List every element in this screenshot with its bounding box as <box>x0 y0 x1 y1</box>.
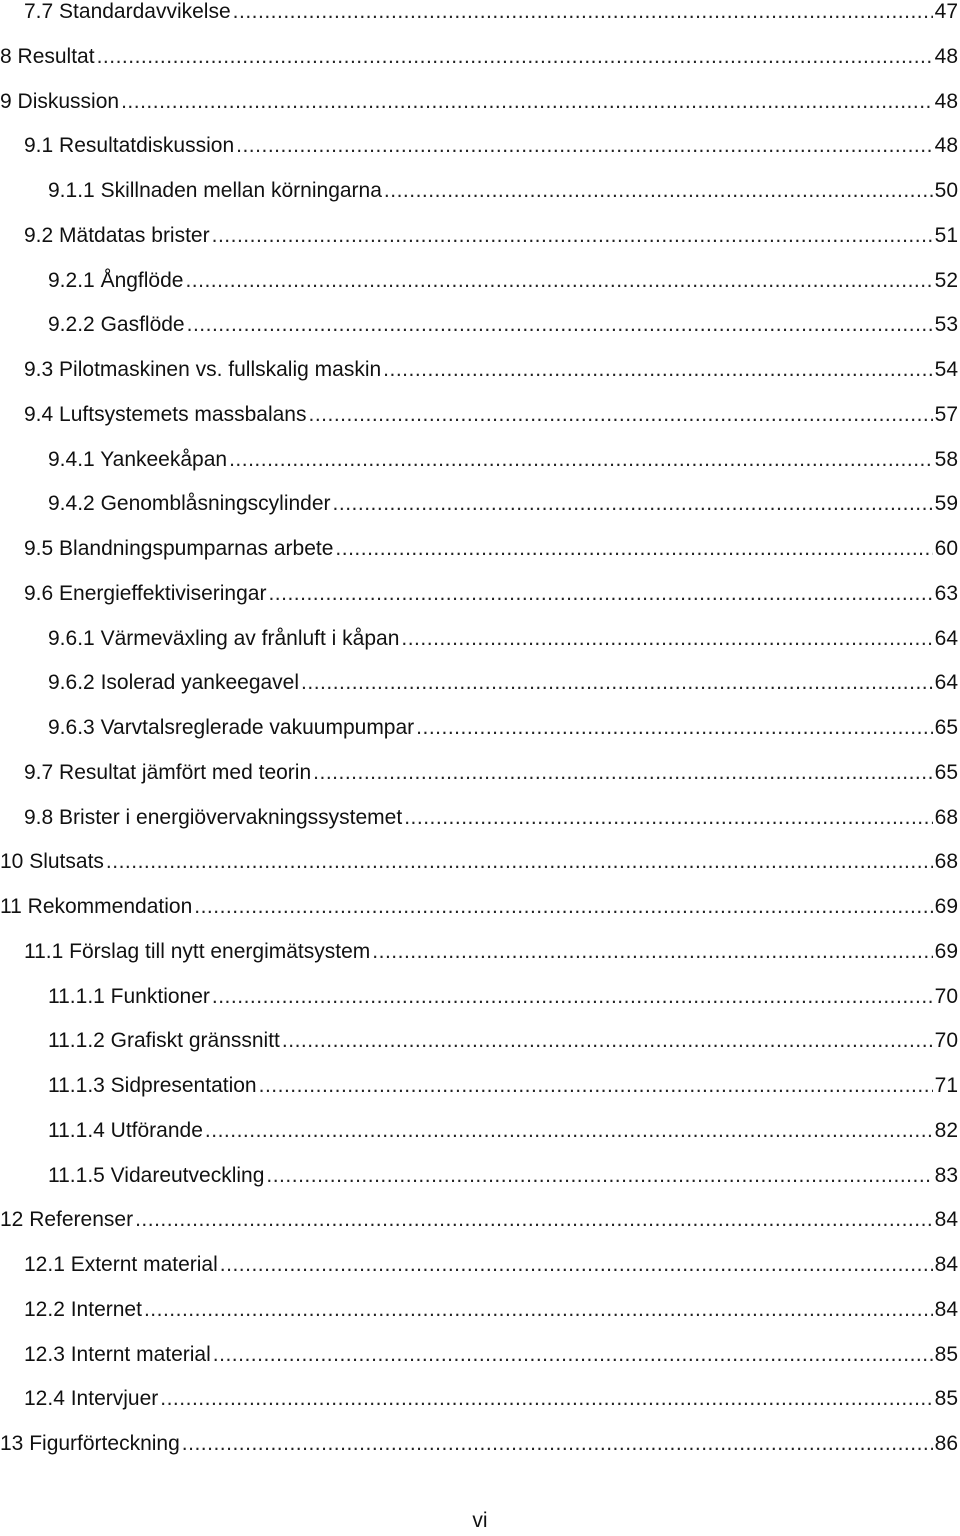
toc-entry-leader <box>106 842 933 882</box>
toc-entry-number: 9.6 <box>24 581 54 605</box>
toc-entry-page: 84 <box>934 1297 958 1321</box>
toc-entry-text: Resultat <box>17 44 95 68</box>
toc-entry-number: 9 <box>0 89 12 113</box>
toc-entry-text: Luftsystemets massbalans <box>59 402 307 426</box>
toc-entry-number: 11 <box>0 895 22 918</box>
toc-entry-number: 9.6.1 <box>48 626 95 650</box>
toc-entry-text: Internet <box>70 1297 142 1321</box>
toc-entry-page: 70 <box>934 1029 958 1053</box>
toc-entry-leader <box>301 663 933 703</box>
toc-entry-number: 11.1.3 <box>48 1074 105 1097</box>
toc-entry-leader <box>266 1156 932 1196</box>
toc-entry-title <box>0 395 308 435</box>
toc-entry[interactable] <box>0 126 960 166</box>
toc-entry-number: 11.1.4 <box>48 1118 105 1142</box>
toc-entry-title <box>0 1066 259 1106</box>
toc-entry-page: 70 <box>934 984 958 1008</box>
toc-entry-number: 9.7 <box>24 760 54 784</box>
toc-entry-page: 48 <box>934 134 958 158</box>
toc-entry-number: 9.2.2 <box>48 313 95 337</box>
toc-entry[interactable] <box>0 1066 960 1106</box>
toc-entry-title <box>0 1379 160 1419</box>
toc-entry-page: 47 <box>934 0 958 23</box>
toc-entry-number: 12 <box>0 1208 24 1232</box>
toc-entry-number: 10 <box>0 850 24 874</box>
page-number: vi <box>472 1509 488 1532</box>
toc-entry-title <box>0 842 106 882</box>
toc-entry-leader <box>212 216 933 256</box>
toc-entry-number: 13 <box>0 1432 24 1455</box>
toc-entry-leader <box>182 1424 933 1464</box>
toc-entry-page: 84 <box>934 1253 958 1276</box>
toc-entry-number: 11.1.1 <box>48 984 105 1008</box>
toc-entry-page: 54 <box>934 358 958 381</box>
toc-entry-text: Diskussion <box>17 89 120 113</box>
toc-entry[interactable] <box>0 440 960 480</box>
toc-entry-number: 12.2 <box>24 1297 65 1321</box>
toc-entry-number: 9.6.2 <box>48 671 95 695</box>
toc-entry-page: 50 <box>934 179 958 202</box>
toc-entry-text: Grafiskt gränssnitt <box>110 1029 280 1053</box>
toc-entry-text: Referenser <box>29 1208 134 1232</box>
toc-entry-title <box>0 305 187 345</box>
toc-entry-page: 48 <box>934 44 958 68</box>
toc-entry-leader <box>259 1066 933 1106</box>
toc-entry-page: 59 <box>934 492 958 516</box>
toc-entry-text: Skillnaden mellan körningarna <box>100 179 382 202</box>
toc-entry-number: 9.4 <box>24 402 54 426</box>
toc-entry-text: Utförande <box>110 1118 203 1142</box>
toc-entry-text: Funktioner <box>110 984 210 1008</box>
toc-entry-title <box>0 350 383 390</box>
toc-entry-leader <box>335 529 932 569</box>
toc-entry[interactable] <box>0 1111 960 1151</box>
toc-entry-text: Slutsats <box>29 850 104 874</box>
toc-entry-text: Standardavvikelse <box>59 0 231 23</box>
toc-entry-page: 68 <box>934 805 958 829</box>
toc-entry-title <box>0 887 194 927</box>
toc-entry-title <box>0 1156 266 1196</box>
toc-entry-page: 71 <box>934 1074 958 1097</box>
toc-entry-title <box>0 574 268 614</box>
toc-entry-title <box>0 171 384 211</box>
toc-entry-title <box>0 753 313 793</box>
toc-entry[interactable] <box>0 1335 960 1375</box>
toc-entry[interactable] <box>0 977 960 1017</box>
toc-entry-text: Energieffektiviseringar <box>59 581 267 605</box>
toc-entry-number: 12.1 <box>24 1253 65 1276</box>
toc-entry[interactable] <box>0 798 960 838</box>
toc-entry-page: 86 <box>934 1432 958 1455</box>
toc-entry-number: 9.3 <box>24 358 54 381</box>
toc-entry[interactable] <box>0 663 960 703</box>
toc-entry-page: 60 <box>934 537 958 560</box>
toc-entry-text: Yankeekåpan <box>100 447 228 471</box>
toc-entry-title <box>0 1111 205 1151</box>
toc-entry-number: 9.4.1 <box>48 447 95 471</box>
toc-entry-title <box>0 663 301 703</box>
toc-entry-title <box>0 0 233 32</box>
toc-entry-leader <box>308 395 932 435</box>
toc-entry[interactable] <box>0 350 960 390</box>
toc-entry-leader <box>282 1021 933 1061</box>
toc-entry-leader <box>229 440 933 480</box>
toc-entry-leader <box>185 261 932 301</box>
toc-entry-text: Resultat jämfört med teorin <box>59 760 312 784</box>
toc-entry[interactable] <box>0 1156 960 1196</box>
toc-entry-title <box>0 1290 144 1330</box>
toc-entry[interactable] <box>0 708 960 748</box>
toc-entry-page: 85 <box>934 1342 958 1366</box>
toc-entry-title <box>0 1424 182 1464</box>
toc-entry-leader <box>97 37 933 77</box>
toc-entry-leader <box>144 1290 933 1330</box>
toc-entry[interactable] <box>0 37 960 77</box>
toc-entry-text: Pilotmaskinen vs. fullskalig maskin <box>59 358 382 381</box>
toc-entry-page: 57 <box>934 402 958 426</box>
toc-entry-page: 83 <box>934 1163 958 1187</box>
toc-entry-page: 64 <box>934 671 958 695</box>
toc-entry-number: 11.1 <box>24 939 64 963</box>
toc-entry-text: Sidpresentation <box>110 1074 257 1097</box>
toc-entry-title <box>0 126 236 166</box>
toc-entry[interactable] <box>0 484 960 524</box>
toc-entry-leader <box>383 350 932 390</box>
toc-entry-number: 9.2.1 <box>48 268 95 292</box>
toc-entry[interactable] <box>0 887 960 927</box>
toc-entry-number: 8 <box>0 44 12 68</box>
toc-entry-number: 9.4.2 <box>48 492 95 516</box>
toc-entry-text: Isolerad yankeegavel <box>100 671 300 695</box>
toc-entry-leader <box>205 1111 933 1151</box>
toc-entry-number: 7.7 <box>24 0 54 23</box>
toc-entry-page: 65 <box>934 716 958 739</box>
toc-entry-page: 84 <box>934 1208 958 1232</box>
toc-entry-leader <box>416 708 932 748</box>
toc-entry-leader <box>236 126 933 166</box>
toc-entry[interactable] <box>0 171 960 211</box>
toc-entry-page: 68 <box>934 850 958 874</box>
toc-entry-text: Figurförteckning <box>29 1432 180 1455</box>
toc-entry-text: Värmeväxling av frånluft i kåpan <box>100 626 400 650</box>
toc-entry-text: Vidareutveckling <box>110 1163 265 1187</box>
toc-entry-leader <box>212 977 933 1017</box>
toc-entry-leader <box>333 484 933 524</box>
toc-entry-number: 12.3 <box>24 1342 65 1366</box>
toc-entry-leader <box>121 82 933 122</box>
toc-entry-text: Internt material <box>70 1342 211 1366</box>
toc-entry-leader <box>160 1379 932 1419</box>
toc-entry-text: Intervjuer <box>70 1387 159 1411</box>
toc-entry[interactable] <box>0 529 960 569</box>
toc-entry-page: 65 <box>934 760 958 784</box>
toc-entry-title <box>0 977 212 1017</box>
toc-entry-page: 52 <box>934 268 958 292</box>
toc-entry[interactable] <box>0 1379 960 1419</box>
toc-entry-page: 58 <box>934 447 958 471</box>
toc-entry-leader <box>135 1200 933 1240</box>
toc-entry[interactable] <box>0 1200 960 1240</box>
toc-entry-number: 11.1.2 <box>48 1029 105 1053</box>
toc-entry-text: Resultatdiskussion <box>59 134 235 158</box>
toc-entry-text: Brister i energiövervakningssystemet <box>59 805 403 829</box>
toc-entry-number: 9.8 <box>24 805 54 829</box>
toc-entry-page: 85 <box>934 1387 958 1411</box>
toc-entry-leader <box>220 1245 933 1285</box>
toc-entry-page: 51 <box>934 223 958 247</box>
toc-entry-leader <box>194 887 932 927</box>
toc-entry-page: 63 <box>934 581 958 605</box>
toc-entry[interactable] <box>0 932 960 972</box>
toc-entry-leader <box>187 305 933 345</box>
toc-entry-page: 82 <box>934 1118 958 1142</box>
toc-entry-title <box>0 529 335 569</box>
toc-entry[interactable] <box>0 261 960 301</box>
toc-entry-title <box>0 440 229 480</box>
toc-entry-text: Genomblåsningscylinder <box>100 492 331 516</box>
toc-entry-title <box>0 484 333 524</box>
toc-entry[interactable] <box>0 1021 960 1061</box>
toc-entry-page: 64 <box>934 626 958 650</box>
toc-entry[interactable] <box>0 305 960 345</box>
toc-entry-title <box>0 1200 135 1240</box>
toc-entry-leader <box>268 574 932 614</box>
toc-entry-text: Gasflöde <box>100 313 185 337</box>
toc-entry-leader <box>233 0 933 32</box>
toc-entry-text: Rekommendation <box>27 895 193 918</box>
toc-entry-number: 9.2 <box>24 223 54 247</box>
toc-entry-leader <box>404 798 932 838</box>
toc-entry-title <box>0 37 97 77</box>
toc-entry-title <box>0 619 401 659</box>
toc-entry-text: Externt material <box>70 1253 218 1276</box>
toc-entry-leader <box>372 932 932 972</box>
toc-entry-page: 69 <box>934 895 958 918</box>
toc-entry-title <box>0 261 185 301</box>
toc-entry-leader <box>401 619 932 659</box>
toc-entry-number: 12.4 <box>24 1387 65 1411</box>
toc-entry-page: 53 <box>934 313 958 337</box>
toc-entry[interactable] <box>0 0 960 32</box>
toc-entry-text: Varvtalsreglerade vakuumpumpar <box>100 716 415 739</box>
toc-entry-title <box>0 932 372 972</box>
toc-entry[interactable] <box>0 1290 960 1330</box>
toc-entry-number: 9.1.1 <box>48 179 95 202</box>
toc-entry-title <box>0 798 404 838</box>
toc-entry-text: Blandningspumparnas arbete <box>59 537 334 560</box>
toc-entry-text: Mätdatas brister <box>59 223 210 247</box>
toc-entry[interactable] <box>0 216 960 256</box>
toc-entry[interactable] <box>0 619 960 659</box>
toc-entry[interactable] <box>0 574 960 614</box>
toc-entry-text: Förslag till nytt energimätsystem <box>69 939 371 963</box>
toc-entry-title <box>0 1021 282 1061</box>
toc-entry-leader <box>384 171 933 211</box>
toc-entry-leader <box>313 753 932 793</box>
toc-entry-text: Ångflöde <box>100 268 184 292</box>
toc-entry-title <box>0 82 121 122</box>
toc-entry-title <box>0 1245 220 1285</box>
toc-entry-number: 11.1.5 <box>48 1163 105 1187</box>
toc-entry-leader <box>213 1335 933 1375</box>
toc-entry-number: 9.5 <box>24 537 54 560</box>
toc-entry-number: 9.1 <box>24 134 54 158</box>
toc-entry[interactable] <box>0 753 960 793</box>
toc-entry[interactable] <box>0 842 960 882</box>
toc-entry-page: 69 <box>934 939 958 963</box>
toc-entry-page: 48 <box>934 89 958 113</box>
toc-entry-title <box>0 708 416 748</box>
toc-entry-title <box>0 216 212 256</box>
toc-entry[interactable] <box>0 1424 960 1464</box>
toc-entry-number: 9.6.3 <box>48 716 95 739</box>
toc-entry[interactable] <box>0 1245 960 1285</box>
toc-entry-title <box>0 1335 213 1375</box>
toc-entry[interactable] <box>0 395 960 435</box>
toc-entry[interactable] <box>0 82 960 122</box>
